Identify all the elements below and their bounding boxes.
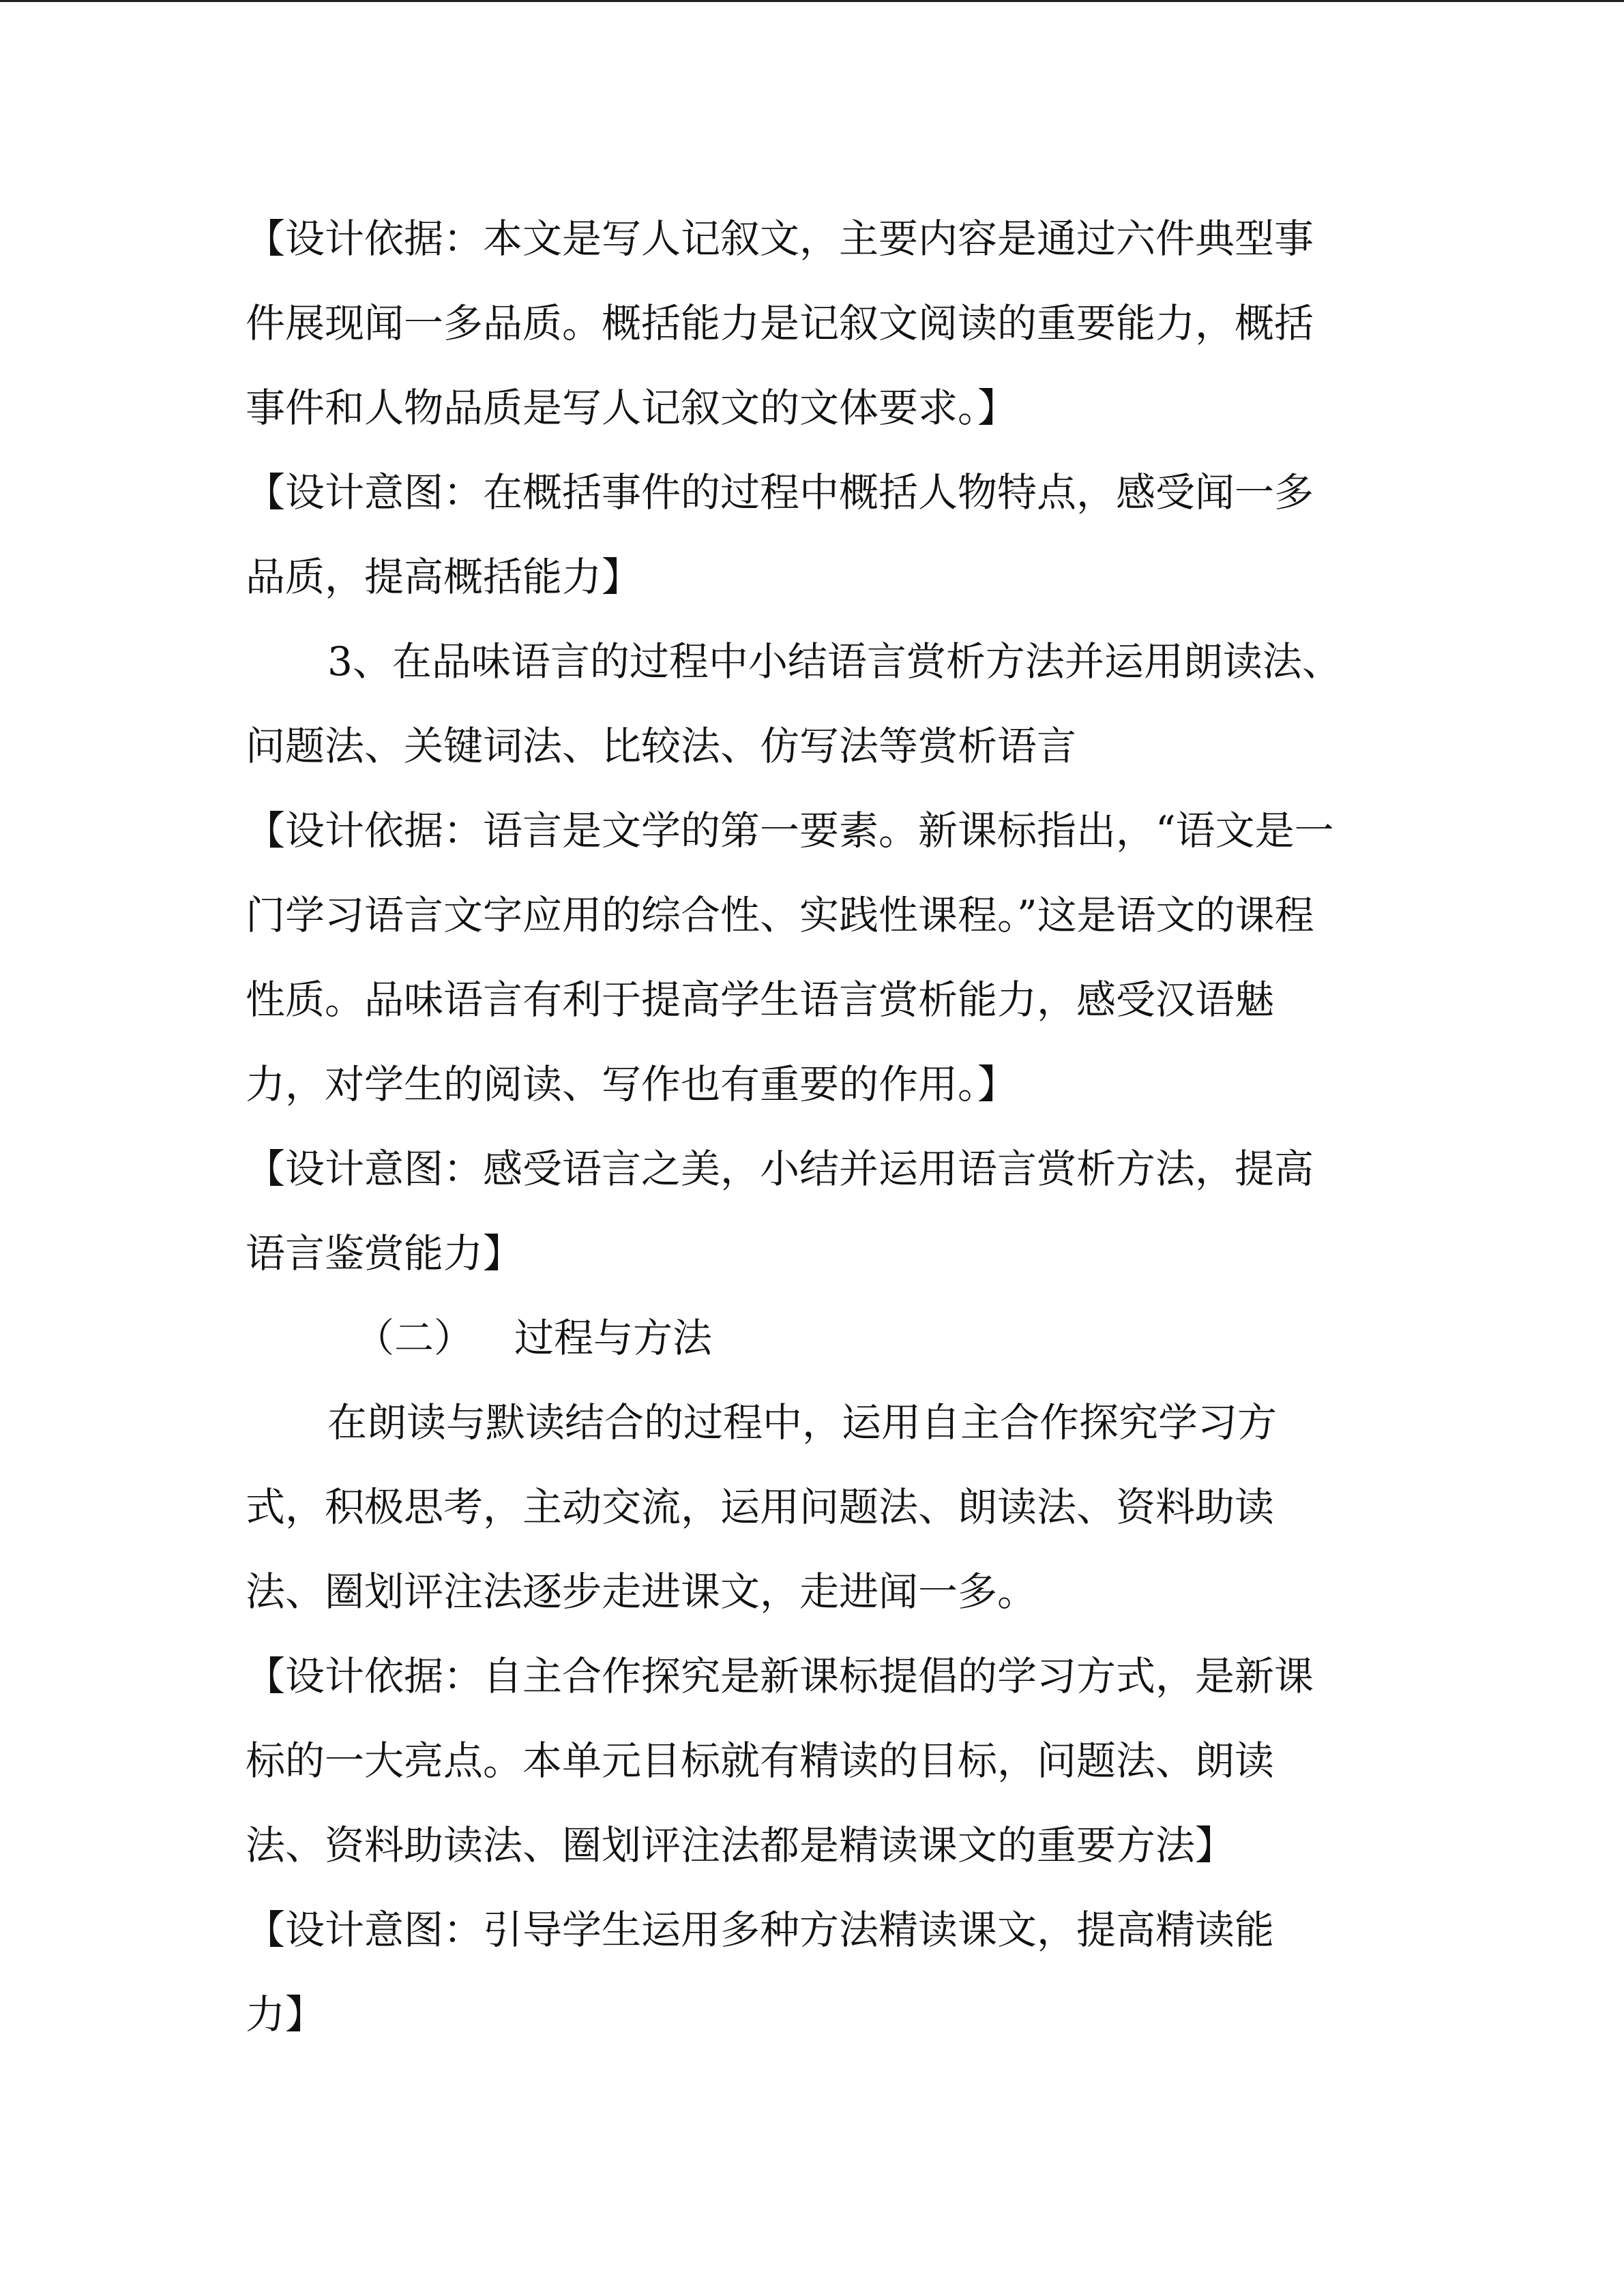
text-line: 法、圈划评注法逐步走进课文，走进闻一多。 (246, 1568, 1037, 1615)
text-line: 语言鉴赏能力】 (246, 1230, 523, 1277)
text-line: 【设计意图：感受语言之美，小结并运用语言赏析方法，提高 (246, 1146, 1314, 1192)
text-line: 力，对学生的阅读、写作也有重要的作用。】 (246, 1061, 1018, 1107)
text-line: 法、资料助读法、圈划评注法都是精读课文的重要方法】 (246, 1822, 1235, 1868)
text-line: 标的一大亮点。本单元目标就有精读的目标，问题法、朗读 (246, 1738, 1275, 1784)
section-heading-number: （二） (355, 1315, 474, 1361)
text-line: 3、在品味语言的过程中小结语言赏析方法并运用朗读法、 (327, 638, 1342, 685)
text-line: 在朗读与默读结合的过程中，运用自主合作探究学习方 (327, 1399, 1278, 1446)
text-line: 门学习语言文字应用的综合性、实践性课程。”这是语文的课程 (246, 892, 1314, 938)
text-line: 问题法、关键词法、比较法、仿写法等赏析语言 (246, 723, 1077, 769)
top-border-line (0, 0, 1624, 2)
text-line: 件展现闻一多品质。概括能力是记叙文阅读的重要能力，概括 (246, 300, 1314, 346)
text-line: 【设计依据：本文是写人记叙文，主要内容是通过六件典型事 (246, 215, 1314, 262)
text-line: 品质，提高概括能力】 (246, 554, 642, 600)
text-line: 【设计意图：在概括事件的过程中概括人物特点，感受闻一多 (246, 469, 1314, 516)
section-heading (355, 1313, 712, 1362)
text-line: 【设计依据：语言是文学的第一要素。新课标指出，“语文是一 (246, 807, 1334, 854)
text-line: 性质。品味语言有利于提高学生语言赏析能力，感受汉语魅 (246, 976, 1275, 1023)
text-line: 【设计依据：自主合作探究是新课标提倡的学习方式，是新课 (246, 1653, 1314, 1699)
section-heading-title: 过程与方法 (514, 1315, 713, 1361)
text-line: 事件和人物品质是写人记叙文的文体要求。】 (246, 385, 1018, 431)
text-line: 力】 (246, 1991, 325, 2038)
text-line: 式，积极思考，主动交流，运用问题法、朗读法、资料助读 (246, 1484, 1275, 1530)
text-line: 【设计意图：引导学生运用多种方法精读课文，提高精读能 (246, 1907, 1275, 1953)
